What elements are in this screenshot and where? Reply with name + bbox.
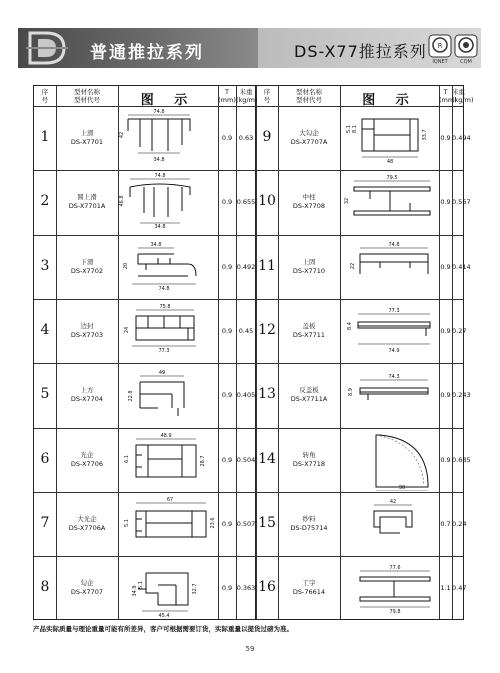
profile-code: DS-D75714 — [290, 523, 328, 532]
profile-drawing — [118, 557, 218, 619]
dimension-label: 24 — [124, 326, 131, 334]
dimension-label: 75.8 — [159, 303, 171, 310]
profile-title: 光企 — [80, 450, 94, 459]
profile-title: 大勾企 — [299, 129, 319, 138]
row-number: 6 — [40, 450, 50, 467]
header-seq-line: 号 — [41, 96, 49, 104]
profile-weight: 0.414 — [452, 262, 471, 271]
header-name-line: 型材代号 — [74, 96, 100, 104]
row-number: 3 — [40, 257, 50, 274]
profile-title: 反盖板 — [299, 386, 319, 395]
profile-drawing — [340, 493, 439, 555]
dimension-label: 42 — [389, 498, 397, 505]
svg-text:R: R — [437, 42, 443, 50]
profile-code: DS-X7703 — [70, 331, 104, 340]
dimension-label: 79.8 — [389, 609, 401, 616]
profile-code: DS-X7701A — [68, 202, 106, 211]
profile-thickness: 0.9 — [221, 455, 233, 464]
profile-weight: 0.405 — [236, 391, 256, 400]
profile-code: DS-X7708 — [292, 202, 326, 211]
dimension-label: 5.1 — [124, 518, 131, 527]
row-number: 12 — [258, 322, 276, 339]
row-number: 4 — [40, 322, 50, 339]
profile-weight: 0.494 — [452, 134, 471, 143]
profile-thickness: 0.9 — [440, 262, 451, 271]
profile-name — [278, 193, 340, 211]
dimension-label: 22.8 — [128, 390, 135, 402]
iqnet-cert-label: IQNET — [432, 59, 448, 65]
header-weight — [236, 88, 256, 104]
header-thickness-line: T — [443, 88, 448, 96]
header-seq — [256, 88, 278, 104]
row-number: 15 — [258, 514, 276, 531]
profile-name — [56, 579, 118, 597]
dimension-label: 77.3 — [158, 347, 170, 354]
profile-code: DS-X7706 — [70, 459, 104, 468]
header-thickness-line: (mm) — [439, 96, 457, 104]
header-name — [56, 88, 118, 104]
dimension-label: 8.9 — [348, 388, 355, 397]
profile-thickness: 0.9 — [221, 262, 233, 271]
profile-table — [33, 85, 474, 620]
header-weight-line: 米重 — [239, 88, 253, 96]
profile-title: 上方 — [80, 386, 94, 395]
header-weight-line: (kg/m) — [452, 96, 474, 104]
profile-drawing — [118, 107, 218, 169]
header-weight-line: 米重 — [452, 88, 465, 96]
dimension-label: 79.5 — [386, 175, 398, 182]
row-number: 9 — [262, 129, 272, 146]
profile-title: 工字 — [302, 579, 316, 588]
profile-code: DS-X7711 — [292, 331, 326, 340]
dimension-label: 77.6 — [389, 565, 401, 572]
column-divider — [56, 86, 57, 619]
profile-name — [56, 515, 118, 533]
profile-code: DS-X7706A — [68, 523, 106, 532]
profile-title: 勾企 — [80, 579, 94, 588]
profile-drawing — [118, 429, 218, 491]
column-divider — [218, 86, 219, 619]
profile-weight: 0.655 — [236, 198, 256, 207]
dimension-label: 6.1 — [124, 454, 131, 463]
series-title: 普通推拉系列 — [90, 43, 204, 63]
brand-logo-icon — [24, 30, 84, 66]
profile-title: 下滑 — [80, 257, 94, 266]
profile-drawing — [118, 300, 218, 362]
profile-title: 边封 — [80, 322, 94, 331]
profile-name — [278, 515, 340, 533]
profile-code: DS-X7711A — [290, 395, 328, 404]
dimension-label: 74.8 — [153, 108, 165, 115]
header-figure: 图 示 — [362, 93, 417, 108]
dimension-label: 34.8 — [150, 241, 162, 248]
header-thickness — [439, 88, 457, 104]
profile-name — [278, 386, 340, 404]
dimension-label: 42 — [119, 131, 126, 139]
dimension-label: 32 — [344, 198, 351, 205]
column-divider — [439, 86, 440, 619]
cqm-cert-icon — [454, 34, 478, 58]
dimension-label: 33.7 — [421, 129, 428, 141]
profile-thickness: 0.9 — [221, 391, 233, 400]
profile-name — [56, 386, 118, 404]
profile-code: DS-X7718 — [292, 459, 326, 468]
header-seq-line: 序 — [41, 88, 49, 96]
dimension-label: 34.8 — [154, 224, 166, 231]
profile-code: DS-X7702 — [70, 266, 104, 275]
profile-weight: 0.504 — [236, 455, 256, 464]
header-weight-line: (kg/m) — [236, 96, 258, 104]
header-weight — [452, 88, 474, 104]
column-divider — [452, 86, 453, 619]
profile-code: DS-X7707 — [70, 588, 104, 597]
profile-weight: 0.63 — [238, 134, 254, 143]
dimension-label: 77.3 — [388, 307, 400, 314]
profile-drawing — [340, 429, 439, 491]
profile-weight: 0.685 — [452, 455, 471, 464]
profile-name — [278, 129, 340, 147]
profile-thickness: 0.9 — [221, 198, 233, 207]
header-name-line: 型材代号 — [296, 96, 322, 104]
column-divider — [236, 86, 237, 619]
dimension-label: 49 — [158, 370, 166, 377]
profile-weight: 0.363 — [236, 584, 256, 593]
row-number: 16 — [258, 579, 276, 596]
profile-name — [56, 451, 118, 469]
profile-weight: 0.24 — [452, 519, 467, 528]
dimension-label: 74.8 — [388, 241, 400, 248]
profile-thickness: 1.1 — [440, 584, 451, 593]
footnote: 产品实际质量与理论重量可能有所差异，客户可根据需要订货，实际重量以提货过磅为准。 — [33, 625, 293, 633]
profile-title: 盖板 — [302, 322, 316, 331]
profile-weight: 0.45 — [238, 327, 254, 336]
profile-thickness: 0.7 — [440, 519, 451, 528]
row-number: 5 — [40, 386, 50, 403]
model-title: DS-X77推拉系列 — [294, 42, 427, 61]
profile-name — [56, 193, 118, 211]
profile-name — [278, 322, 340, 340]
header-seq-line: 号 — [263, 96, 271, 104]
profile-name — [278, 579, 340, 597]
profile-drawing — [340, 236, 439, 298]
profile-drawing — [340, 300, 439, 362]
profile-weight: 0.567 — [452, 198, 471, 207]
profile-thickness: 0.9 — [440, 198, 451, 207]
series-banner — [18, 28, 258, 68]
row-number: 10 — [258, 193, 276, 210]
header-name — [278, 88, 340, 104]
cqm-cert-label: CQM — [460, 59, 472, 65]
profile-weight: 0.507 — [236, 519, 256, 528]
profile-weight: 0.492 — [236, 262, 256, 271]
header-thickness-line: T — [225, 88, 229, 96]
profile-weight: 0.47 — [452, 584, 467, 593]
dimension-label: 8.1 — [352, 125, 359, 133]
profile-drawing — [340, 364, 439, 426]
center-divider — [255, 86, 256, 619]
dimension-label: 20 — [123, 262, 130, 269]
profile-name — [56, 322, 118, 340]
dimension-label: 67 — [166, 496, 174, 503]
header-seq — [34, 88, 56, 104]
profile-drawing — [340, 557, 439, 619]
profile-name — [56, 129, 118, 147]
dimension-label: 5.1 — [346, 125, 353, 133]
dimension-label: 28.7 — [199, 454, 206, 467]
profile-name — [56, 258, 118, 276]
profile-drawing — [118, 493, 218, 555]
iqnet-cert-icon — [428, 34, 452, 58]
profile-name — [278, 258, 340, 276]
profile-thickness: 0.9 — [440, 327, 451, 336]
model-banner — [258, 28, 481, 68]
profile-thickness: 0.9 — [440, 134, 451, 143]
dimension-label: 32.7 — [191, 583, 198, 595]
row-number: 1 — [40, 129, 50, 146]
profile-weight: 0.243 — [452, 391, 471, 400]
dimension-label: 22 — [350, 262, 357, 269]
row-number: 11 — [258, 257, 276, 274]
row-number: 2 — [40, 193, 50, 210]
dimension-label: 5.1 — [138, 581, 145, 590]
header-thickness — [218, 88, 236, 104]
profile-drawing — [340, 107, 439, 169]
page-header — [18, 28, 481, 68]
dimension-label: 74.8 — [158, 285, 170, 292]
profile-code: DS-X7701 — [70, 138, 104, 147]
header-figure: 图 示 — [140, 93, 196, 108]
profile-code: DS-X7707A — [290, 138, 328, 147]
dimension-label: 90 — [398, 484, 406, 491]
dimension-label: 48.9 — [160, 432, 172, 439]
column-divider — [278, 86, 279, 619]
row-number: 13 — [258, 386, 276, 403]
profile-thickness: 0.9 — [221, 134, 233, 143]
header-name-line: 型材名称 — [74, 88, 100, 96]
dimension-label: 48 — [386, 158, 394, 165]
profile-drawing — [118, 171, 218, 233]
dimension-label: 23.6 — [209, 517, 216, 529]
profile-code: DS-X7704 — [70, 395, 104, 404]
profile-code: DS-76614 — [292, 588, 326, 597]
profile-thickness: 0.9 — [221, 519, 233, 528]
profile-thickness: 0.9 — [221, 327, 233, 336]
header-thickness-line: (mm) — [218, 96, 236, 104]
dimension-label: 34.9 — [132, 585, 139, 597]
profile-thickness: 0.9 — [221, 584, 233, 593]
header-name-line: 型材名称 — [296, 88, 322, 96]
header-seq-line: 序 — [263, 88, 271, 96]
page-number: 59 — [245, 645, 255, 653]
row-number: 14 — [258, 450, 276, 467]
profile-drawing — [118, 236, 218, 298]
dimension-label: 8.4 — [347, 321, 354, 330]
profile-code: DS-X7710 — [292, 266, 326, 275]
profile-drawing — [340, 171, 439, 233]
profile-title: 大光企 — [77, 514, 97, 523]
dimension-label: 46.8 — [119, 195, 126, 207]
dimension-label: 74.9 — [388, 347, 400, 354]
dimension-label: 45.4 — [158, 613, 170, 620]
profile-thickness: 0.9 — [440, 391, 451, 400]
profile-thickness: 0.9 — [440, 455, 451, 464]
profile-title: 纱料 — [302, 514, 316, 523]
profile-drawing — [118, 364, 218, 426]
dimension-label: 34.8 — [153, 156, 165, 163]
profile-weight: 0.27 — [452, 327, 467, 336]
profile-title: 中柱 — [302, 193, 316, 202]
row-number: 8 — [40, 579, 50, 596]
profile-title: 上固 — [302, 257, 316, 266]
profile-title: 上滑 — [80, 129, 94, 138]
dimension-label: 74.3 — [388, 374, 400, 381]
profile-title: 圆上滑 — [77, 193, 97, 202]
profile-name — [278, 451, 340, 469]
column-divider — [256, 86, 257, 619]
profile-title: 转角 — [302, 450, 316, 459]
row-number: 7 — [40, 514, 50, 531]
dimension-label: 74.8 — [154, 173, 166, 180]
